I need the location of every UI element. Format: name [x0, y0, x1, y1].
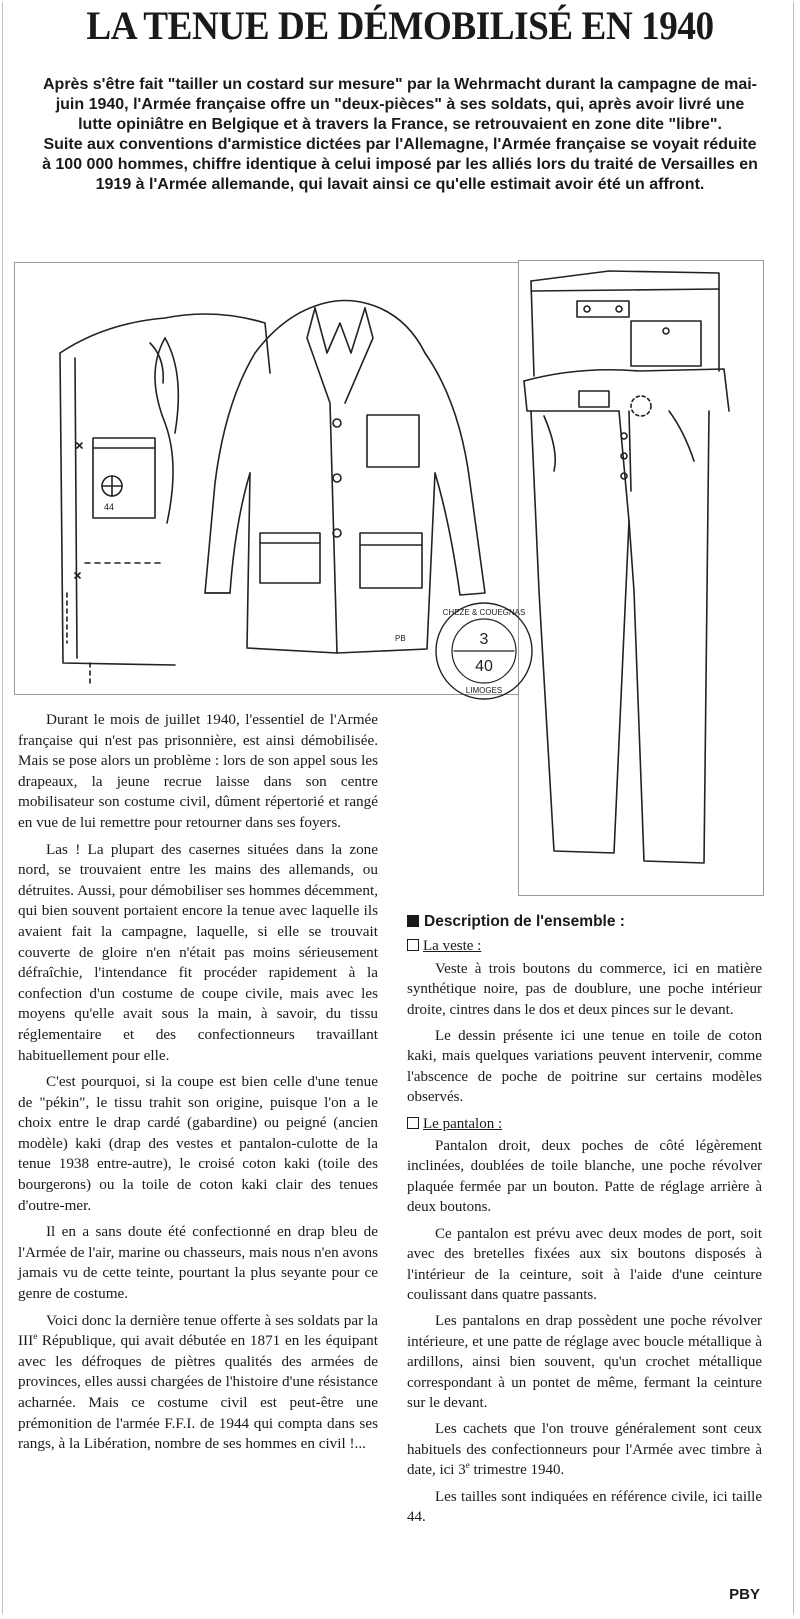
text-fragment: Voici donc la dernière tenue offerte à ses soldats par la III	[18, 1311, 378, 1350]
page-title: LA TENUE DE DÉMOBILISÉ EN 1940	[86, 3, 714, 48]
superscript: e	[33, 1331, 38, 1342]
author-signature: PBY	[729, 1586, 760, 1603]
jacket-interior-drawing	[60, 314, 270, 683]
trousers-illustration	[442, 260, 764, 896]
stamp-bottom-text: LIMOGES	[465, 686, 503, 695]
veste-paragraph: Le dessin présente ici une tenue en toile de coton kaki, mais quelques variations peuvent intervenir, comme l'abscence de poche de poitrine sur certains modèles observés.	[407, 1028, 762, 1106]
intro-paragraph-2: Suite aux conventions d'armistice dictées par l'Allemagne, l'Armée française se voyait réduite à 100 000 hommes, chiffre identique à celui imposé par les alliés lors du traité de Versailles en 1919 à l'Armée allemande, qui lavait ainsi ce qu'elle estimait avoir été un affront.	[42, 136, 758, 193]
checkbox-bullet-icon	[407, 1117, 419, 1129]
jacket-front-drawing	[205, 301, 485, 654]
intro-paragraph-1: Après s'être fait "tailler un costard sur mesure" par la Wehrmacht durant la campagne de mai-juin 1940, l'Armée française offre un "deux-pièces" à ses soldats, qui, après avoir livré une lutte opiniâtre en Belgique et à travers la France, se retrouvaient en zone dite "libre".	[42, 76, 757, 133]
pocket-size-marking: 44	[104, 502, 115, 512]
article-left-column	[18, 710, 378, 1461]
stamp-number-top: 3	[479, 631, 489, 648]
description-heading-label: Description de l'ensemble :	[424, 913, 625, 930]
text-fragment: Les cachets que l'on trouve généralement sont ceux habituels des confectionneurs pour l'Armée avec timbre à date, ici 3	[407, 1421, 762, 1479]
size-paragraph: Les tailles sont indiquées en référence civile, ici taille 44.	[407, 1488, 762, 1525]
article-paragraph: C'est pourquoi, si la coupe est bien celle d'une tenue de "pékin", le tissu trahit son origine, puisque l'on a le choix entre le drap cardé (gabardine) ou peigné (ancien modèle) kaki (drap des vestes et pantalon-culotte de la tenue 1938 entre-autre), le croisé coton kaki (toile des bourgerons) ou la toile de coton kaki clair des tenues d'outre-mer.	[18, 1073, 378, 1214]
description-column	[407, 912, 762, 1533]
stamp-number-bottom: 40	[475, 658, 493, 675]
trousers-front-drawing	[524, 369, 729, 863]
pantalon-paragraph: Ce pantalon est prévu avec deux modes de port, soit avec des bretelles fixées aux six boutons disposés à l'intérieur de la ceinture, soit à l'aide d'une ceinture coulissant dans quatre passants.	[407, 1225, 762, 1303]
intro-block	[40, 75, 760, 195]
stamp-top-text: CHEZE & COUEGNAS	[442, 608, 526, 617]
trousers-back-drawing	[531, 271, 719, 376]
text-fragment: République, qui avait débutée en 1871 en les équipant avec les défroques de piètres qualités des armées de provinces, elles aussi chargées de l'histoire d'une résistance acharnée. Mais ce costume civil est peut-être une prémonition de l'armée F.F.I. de 1944 qui compta dans ses rangs, à la Libération, nombre de ses hommes en civil !...	[18, 1332, 378, 1453]
article-paragraph: Durant le mois de juillet 1940, l'essentiel de l'Armée française qui n'est pas prisonnière, est ainsi démobilisée. Mais se pose alors un problème : lors de son appel sous les drapeaux, la jeune recrue laisse dans son centre mobilisateur son costume civil, dûment répertorié et rangé en vue de lui remettre pour retourner dans ses foyers.	[18, 711, 378, 831]
pantalon-label: Le pantalon :	[423, 1115, 503, 1132]
text-fragment: trimestre 1940.	[469, 1462, 565, 1479]
artist-initials: PB	[395, 634, 406, 643]
pantalon-subheading	[407, 1114, 762, 1134]
pantalon-paragraph: Les pantalons en drap possèdent une poche révolver intérieure, et une patte de réglage avec boucle métallique à ardillons, ainsi bien souvent, qu'un crochet métallique correspondant à un pontet de même, fermant la ceinture sur le devant.	[407, 1313, 762, 1411]
veste-paragraph: Veste à trois boutons du commerce, ici en matière synthétique noire, pas de doublure, une poche intérieur droite, cintres dans le dos et deux pinces sur le devant.	[407, 960, 762, 1018]
pantalon-paragraph: Pantalon droit, deux poches de côté légèrement inclinées, doublées de toile blanche, une poche révolver plaquée fermée par un bouton. Patte de réglage arrière à deux boutons.	[407, 1138, 762, 1216]
description-heading	[407, 912, 762, 932]
veste-label: La veste :	[423, 938, 482, 955]
superscript: e	[465, 1460, 470, 1471]
stamp-paragraph	[407, 1419, 762, 1480]
article-paragraph: Las ! La plupart des casernes situées dans la zone nord, se trouvaient entre les mains des allemands, ou détruites. Aussi, pour démobiliser ses hommes décemment, qui bien souvent portaient encore la tenue avec laquelle ils avaient fait la campagne, laquelle, si elle se trouvait couverte de gloire n'en n'était pas moins sérieusement défraîchie, l'intendance fit procéder rapidement à la confection d'un costume de coupe civile, mais avec les moyens qu'elle avait sous la main, à savoir, du tissu réglementaire et des confectionneurs travaillant habituellement pour elle.	[18, 840, 378, 1064]
checkbox-bullet-icon	[407, 939, 419, 951]
article-paragraph-last	[18, 1311, 378, 1455]
veste-subheading	[407, 936, 762, 956]
square-bullet-icon	[407, 915, 419, 927]
article-paragraph: Il en a sans doute été confectionné en drap bleu de l'Armée de l'air, marine ou chasseurs, mais nous n'en avons jamais vu de cette teinte, pourtant la plus seyante pour ce genre de costume.	[18, 1223, 378, 1303]
